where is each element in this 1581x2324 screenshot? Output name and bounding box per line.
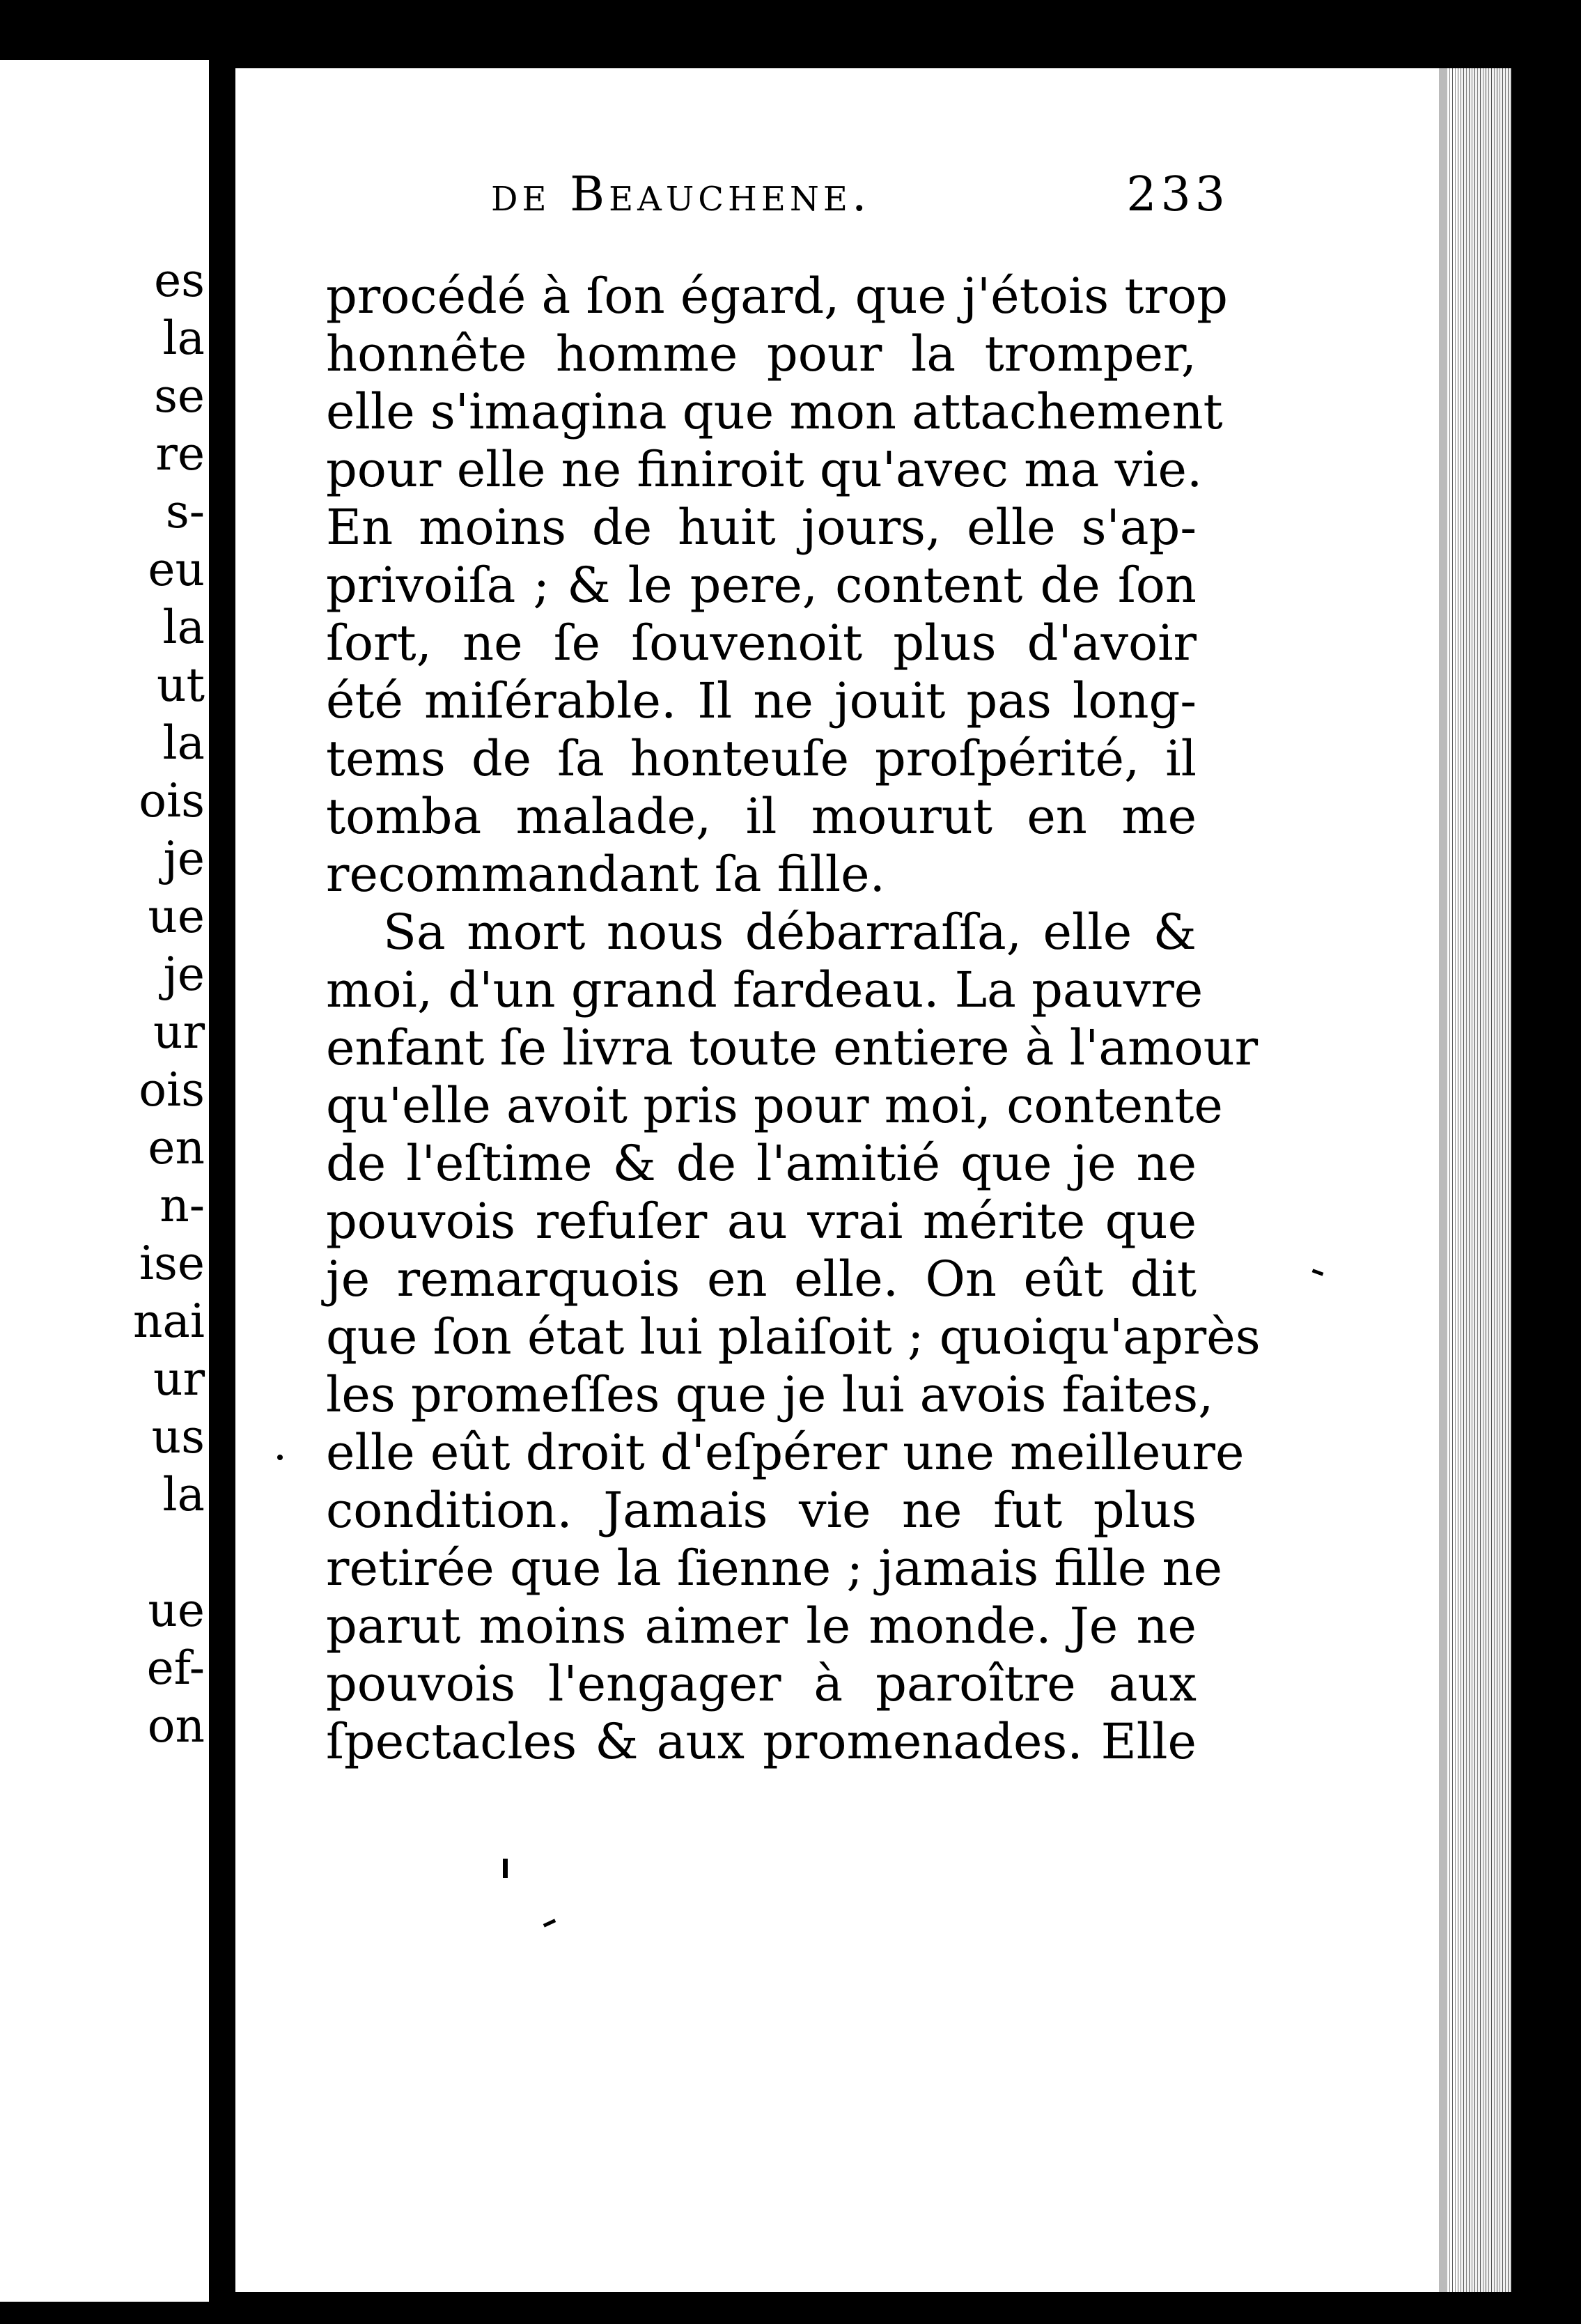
text-line: tems de ſa honteuſe proſpérité, il	[326, 730, 1197, 787]
text-line: condition. Jamais vie ne fut plus	[326, 1482, 1197, 1539]
previous-page-line-fragment: je	[163, 947, 205, 1001]
text-line: En moins de huit jours, elle s'ap-	[326, 499, 1197, 556]
previous-page-line-fragment: la	[162, 601, 205, 654]
body-text	[326, 268, 1261, 1771]
previous-page-line-fragment: se	[154, 369, 205, 423]
previous-page-line-fragment: la	[162, 1468, 205, 1521]
previous-page-sliver	[0, 60, 209, 2302]
previous-page-line-fragment: ue	[148, 1583, 205, 1637]
previous-page-line-fragment: ue	[148, 890, 205, 943]
text-line: elle eût droit d'eſpérer une meilleure	[326, 1424, 1245, 1481]
text-line: retirée que la ſienne ; jamais fille ne	[326, 1540, 1223, 1597]
previous-page-line-fragment: ur	[153, 1005, 205, 1059]
text-line: parut moins aimer le monde. Je ne	[326, 1597, 1197, 1655]
ink-speck	[503, 1859, 508, 1878]
previous-page-line-fragment: us	[151, 1410, 205, 1464]
previous-page-line-fragment: ois	[139, 1063, 205, 1117]
text-line: pouvois l'engager à paroître aux	[326, 1655, 1197, 1712]
text-line: privoiſa ; & le pere, content de ſon	[326, 557, 1197, 614]
previous-page-line-fragment: ut	[156, 658, 205, 712]
previous-page-line-fragment: on	[147, 1699, 205, 1753]
text-line: qu'elle avoit pris pour moi, contente	[326, 1077, 1223, 1134]
text-line: elle s'imagina que mon attachement	[326, 383, 1223, 440]
previous-page-line-fragment: la	[162, 311, 205, 365]
previous-page-line-fragment: la	[162, 716, 205, 770]
text-line: moi, d'un grand fardeau. La pauvre	[326, 961, 1204, 1018]
page-stack-edges	[1447, 68, 1511, 2292]
text-line: tomba malade, il mourut en me	[326, 788, 1197, 845]
book-gutter	[209, 60, 237, 2302]
text-line: ſpectacles & aux promenades. Elle	[326, 1713, 1197, 1770]
page-header	[491, 167, 1229, 237]
text-line: été miſérable. Il ne jouit pas long-	[326, 672, 1197, 729]
text-line: Sa mort nous débarraſſa, elle &	[383, 904, 1197, 961]
text-line: procédé à ſon égard, que j'étois trop	[326, 268, 1228, 325]
text-line: que ſon état lui plaiſoit ; quoiqu'après	[326, 1308, 1261, 1365]
text-line: je remarquois en elle. On eût dit	[326, 1250, 1197, 1308]
previous-page-line-fragment: ur	[153, 1352, 205, 1406]
previous-page-line-fragment: s-	[165, 485, 205, 539]
text-line: pour elle ne finiroit qu'avec ma vie.	[326, 441, 1203, 498]
text-line: pouvois refuſer au vrai mérite que	[326, 1193, 1197, 1250]
text-line: recommandant ſa fille.	[326, 846, 885, 903]
previous-page-line-fragment: es	[154, 254, 205, 307]
text-line: honnête homme pour la tromper,	[326, 325, 1197, 382]
text-line: enfant ſe livra toute entiere à l'amour	[326, 1019, 1259, 1076]
previous-page-line-fragment: je	[163, 832, 205, 885]
text-line: de l'eſtime & de l'amitié que je ne	[326, 1135, 1197, 1192]
previous-page-line-fragment: nai	[133, 1294, 205, 1348]
previous-page-line-fragment: ois	[139, 774, 205, 828]
previous-page-line-fragment: re	[155, 427, 205, 481]
text-line: les promeſſes que je lui avois faites,	[326, 1366, 1214, 1423]
running-title: de Beauchene.	[491, 167, 871, 222]
page-number: 233	[1126, 167, 1229, 222]
previous-page-line-fragment: ef-	[146, 1641, 205, 1695]
previous-page-line-fragment: en	[148, 1121, 205, 1175]
previous-page-line-fragment: n-	[159, 1179, 205, 1232]
previous-page-line-fragment: ise	[139, 1237, 205, 1290]
previous-page-line-fragment: eu	[148, 543, 205, 596]
text-line: ſort, ne ſe ſouvenoit plus d'avoir	[326, 614, 1197, 672]
ink-speck	[277, 1455, 283, 1460]
